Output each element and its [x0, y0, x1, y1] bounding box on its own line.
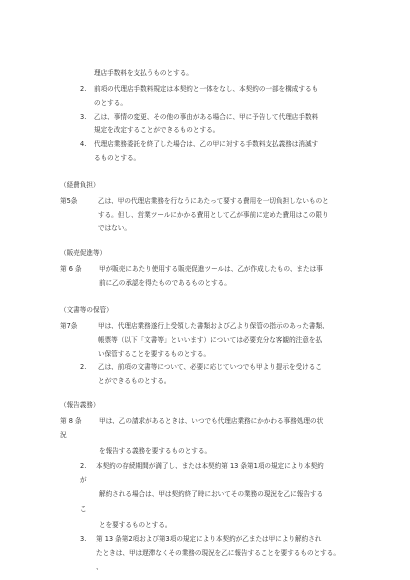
item4-line1: 代理店業務委託を終了した場合は、乙の甲に対する手数料支払義務は消滅す [94, 140, 319, 148]
article8-item2-line3: とを要するものとする。 [99, 521, 172, 529]
item3-line2: 規定を改定することができるものとする。 [94, 126, 220, 134]
article6-heading: （販売促進等） [60, 249, 107, 257]
item2-number: 2. [80, 85, 87, 93]
article7-line3: い保管することを要するものとする。 [98, 350, 211, 358]
item4-line2: るものとする。 [94, 154, 141, 162]
article7-line1: 甲は、代理店業務遂行上受領した書類および乙より保管の指示のあった書類、 [98, 322, 329, 330]
article7-number: 第7条 [60, 322, 78, 330]
article5-line3: ではない。 [98, 224, 131, 232]
article7-item2-number: 2. [80, 363, 87, 371]
item1-continuation: 理店手数料を支払うものとする。 [94, 69, 193, 77]
article6-line1: 甲が販売にあたり使用する販売促進ツールは、乙が作成したもの、または事 [99, 265, 323, 273]
article8-item2-number: 2. [80, 462, 87, 470]
article7-heading: （文書等の保管） [60, 306, 113, 314]
article5-line2: する。但し、営業ツールにかかる費用として乙が事前に定めた費用はこの限り [98, 211, 329, 219]
article8-item2-line1: 本契約の存続期間が満了し、または本契約第 13 条第1項の規定により本契約 [96, 462, 324, 470]
article8-item3-number: 3. [80, 535, 87, 543]
article7-item2-line1: 乙は、前項の文書等について、必要に応じていつでも甲より提示を受けるこ [98, 363, 322, 371]
article8-line1-wrap: 況 [60, 431, 67, 439]
article8-item2-line2-wrap: こ [80, 505, 87, 513]
item2-line1: 前項の代理店手数料規定は本契約と一体をなし、本契約の一部を構成するも [94, 85, 319, 93]
article5-number: 第5条 [60, 197, 78, 205]
item3-number: 3. [80, 113, 87, 121]
article8-number: 第 8 条 [60, 417, 82, 425]
item3-line1: 乙は、事情の変更、その他の事由がある場合に、甲に予告して代理店手数料 [94, 113, 319, 121]
item4-number: 4. [80, 140, 87, 148]
article7-line2: 帳票等（以下「文書等」といいます）については必要充分な客観的注意を払 [98, 336, 323, 344]
article6-number: 第 6 条 [60, 265, 82, 273]
article8-item2-line1-wrap: が [80, 476, 87, 484]
article8-item2-line2: 解約される場合は、甲は契約終了時においてその業務の現況を乙に報告する [99, 490, 324, 498]
article8-line1: 甲は、乙の請求があるときは、いつでも代理店業務にかかわる事務処理の状 [99, 417, 324, 425]
article8-item3-line2: たときは、甲は遅滞なくその業務の現況を乙に報告することを要するものとする。 [96, 549, 340, 557]
article8-heading: （報告義務） [60, 401, 100, 409]
item2-line2: のとする。 [94, 99, 127, 107]
article7-item2-line2: とができるものとする。 [98, 377, 171, 385]
article8-item3-line1: 第 13 条第2項および第3項の規定により本契約が乙または甲により解約され [96, 535, 322, 543]
article8-item3-line3: 、 [96, 563, 103, 571]
article5-heading: （経費負担） [60, 181, 100, 189]
article5-line1: 乙は、甲の代理店業務を行なうにあたって要する費用を一切負担しないものと [98, 197, 329, 205]
article8-line2: を報告する義務を要するものとする。 [99, 447, 212, 455]
article6-line2: 前に乙の承認を得たものであるものとする。 [99, 279, 231, 287]
